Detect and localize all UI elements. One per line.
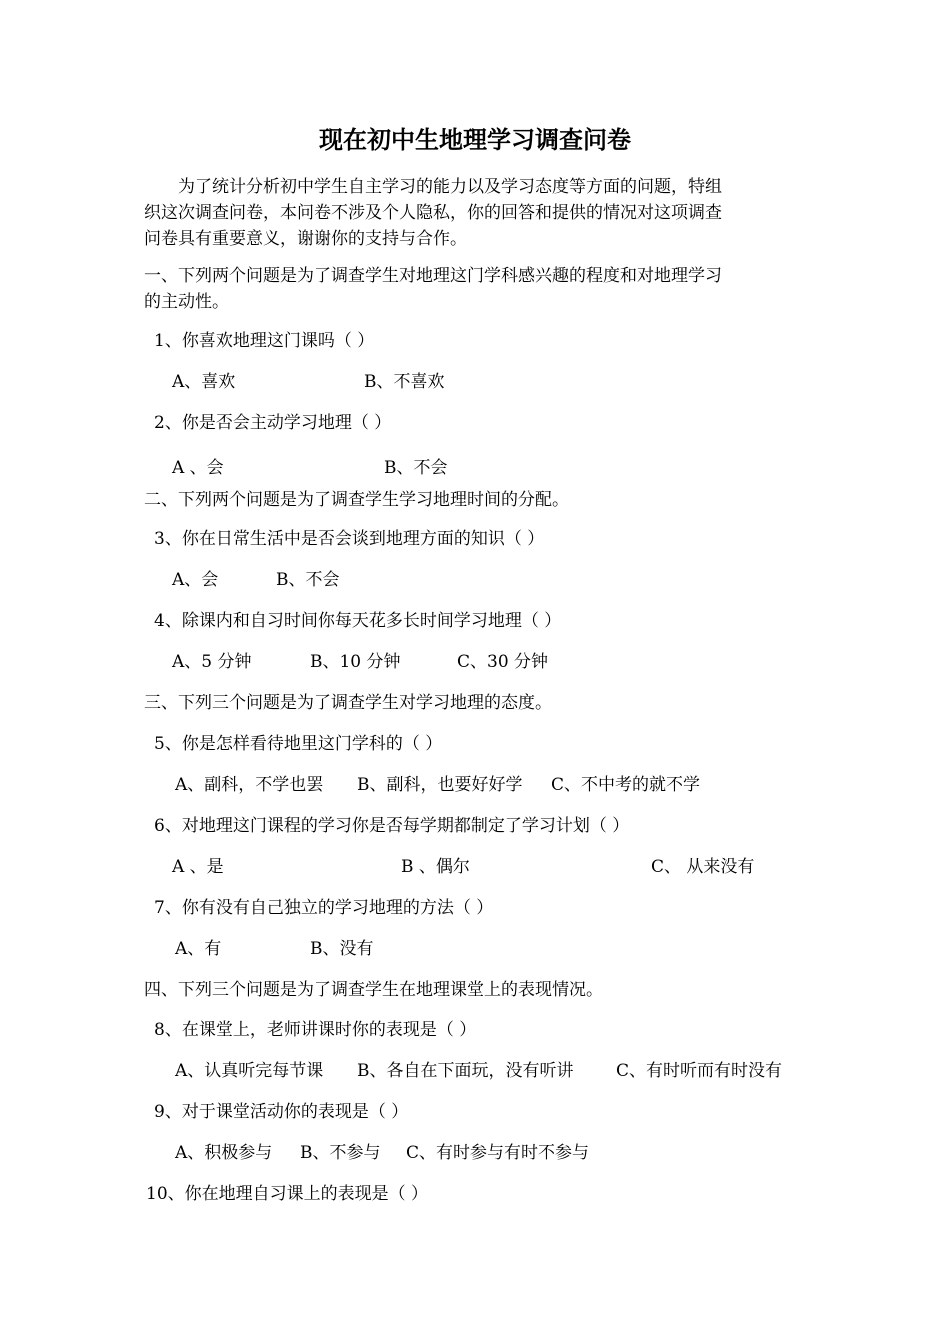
question-6-option-c: C、 从来没有 — [651, 857, 755, 877]
section-3-heading: 三、下列三个问题是为了调查学生对学习地理的态度。 — [144, 693, 552, 713]
question-2: 2、你是否会主动学习地理（ ） — [154, 413, 392, 433]
intro-line-1: 为了统计分析初中学生自主学习的能力以及学习态度等方面的问题，特组 — [178, 177, 722, 197]
question-7-option-a: A、有 — [175, 939, 222, 959]
page-title: 现在初中生地理学习调查问卷 — [319, 125, 631, 154]
question-10: 10、你在地理自习课上的表现是（ ） — [146, 1184, 429, 1204]
question-8: 8、在课堂上，老师讲课时你的表现是（ ） — [154, 1020, 477, 1040]
intro-paragraph — [144, 174, 804, 252]
question-6-option-b: B 、偶尔 — [401, 857, 470, 877]
question-3-option-a: A、会 — [172, 570, 219, 590]
question-6-option-a: A 、是 — [172, 857, 224, 877]
question-4: 4、除课内和自习时间你每天花多长时间学习地理（ ） — [154, 611, 562, 631]
section-1-heading-line-1: 一、下列两个问题是为了调查学生对地理这门学科感兴趣的程度和对地理学习 — [144, 266, 722, 286]
question-9-option-c: C、有时参与有时不参与 — [406, 1143, 590, 1163]
question-8-option-c: C、有时听而有时没有 — [616, 1061, 783, 1081]
question-9-option-a: A、积极参与 — [175, 1143, 273, 1163]
question-1: 1、你喜欢地理这门课吗（ ） — [154, 331, 375, 351]
section-1-heading-line-2: 的主动性。 — [144, 292, 229, 312]
question-5: 5、你是怎样看待地里这门学科的（ ） — [154, 734, 443, 754]
question-2-option-a: A 、会 — [172, 458, 224, 478]
question-4-option-a: A、5 分钟 — [172, 652, 252, 672]
question-7-option-b: B、没有 — [310, 939, 374, 959]
question-3: 3、你在日常生活中是否会谈到地理方面的知识（ ） — [154, 529, 545, 549]
question-9-option-b: B、不参与 — [300, 1143, 381, 1163]
question-3-option-b: B、不会 — [276, 570, 340, 590]
question-6: 6、对地理这门课程的学习你是否每学期都制定了学习计划（ ） — [154, 816, 630, 836]
question-4-option-c: C、30 分钟 — [457, 652, 549, 672]
question-4-option-b: B、10 分钟 — [310, 652, 401, 672]
question-5-option-c: C、不中考的就不学 — [551, 775, 701, 795]
question-8-option-a: A、认真听完每节课 — [175, 1061, 324, 1081]
section-2-heading: 二、下列两个问题是为了调查学生学习地理时间的分配。 — [144, 490, 569, 510]
question-9: 9、对于课堂活动你的表现是（ ） — [154, 1102, 409, 1122]
question-5-option-b: B、副科，也要好好学 — [357, 775, 523, 795]
question-1-option-a: A、喜欢 — [172, 372, 236, 392]
question-7: 7、你有没有自己独立的学习地理的方法（ ） — [154, 898, 494, 918]
question-1-option-b: B、不喜欢 — [364, 372, 445, 392]
question-5-option-a: A、副科，不学也罢 — [175, 775, 324, 795]
section-4-heading: 四、下列三个问题是为了调查学生在地理课堂上的表现情况。 — [144, 980, 603, 1000]
question-8-option-b: B、各自在下面玩，没有听讲 — [357, 1061, 574, 1081]
intro-line-2: 织这次调查问卷，本问卷不涉及个人隐私，你的回答和提供的情况对这项调查 — [144, 203, 722, 223]
intro-line-3: 问卷具有重要意义，谢谢你的支持与合作。 — [144, 229, 467, 249]
question-2-option-b: B、不会 — [384, 458, 448, 478]
